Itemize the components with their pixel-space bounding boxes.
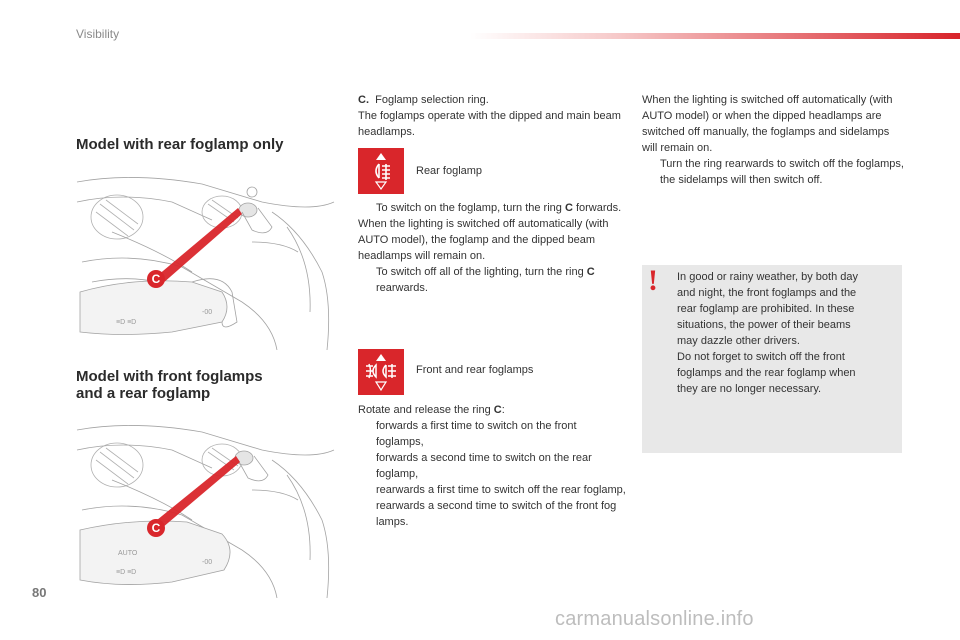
svg-text:AUTO: AUTO <box>118 550 138 557</box>
bullet-text: To switch off all of the lighting, turn the ring <box>376 266 587 278</box>
exclamation-icon: ! <box>648 264 658 297</box>
bullet-icon <box>358 482 376 498</box>
warning-line: foglamps and the rear foglamp when <box>677 367 856 379</box>
ring-letter: C <box>586 266 595 278</box>
ring-description <box>358 92 626 140</box>
svg-text:-00: -00 <box>202 309 213 316</box>
auto-lighting-text: When the lighting is switched off automatically (with AUTO model), the foglamp and the dipped beam headlamps will remain on. <box>358 218 609 262</box>
bullet-text: forwards. <box>572 202 622 214</box>
bullet-icon <box>642 156 660 188</box>
callout-ring-c-2: C <box>147 519 165 537</box>
heading-line-2: and a rear foglamp <box>76 385 211 402</box>
warning-line: rear foglamp are prohibited. In these <box>677 303 855 315</box>
rear-foglamp-instructions <box>358 200 626 296</box>
bullet-icon <box>358 418 376 450</box>
header-accent-bar <box>470 33 960 39</box>
rear-foglamp-label: Rear foglamp <box>416 165 483 177</box>
warning-line: In good or rainy weather, by both day <box>677 271 859 283</box>
list-item <box>358 482 626 498</box>
svg-text:-00: -00 <box>202 559 213 566</box>
warning-line: and night, the front foglamps and the <box>677 287 857 299</box>
bullet-text: forwards a second time to switch on the rear foglamp, <box>376 452 592 480</box>
list-item <box>642 156 904 188</box>
bullet-text: Turn the ring rearwards to switch off the foglamps, the sidelamps will then switch off. <box>660 158 904 186</box>
page-section-title: Visibility <box>76 27 120 41</box>
front-rear-foglamps-icon <box>358 349 404 395</box>
front-rear-foglamps-instructions <box>358 402 626 530</box>
callout-ring-c: C <box>147 270 165 288</box>
section-heading-rear-foglamp: Model with rear foglamp only <box>76 136 284 153</box>
ring-letter: C <box>564 202 573 214</box>
warning-line: Do not forget to switch off the front <box>677 351 845 363</box>
warning-line: may dazzle other drivers. <box>677 335 800 347</box>
rear-foglamp-icon <box>358 148 404 194</box>
auto-lighting-text-right: When the lighting is switched off automatically (with AUTO model) or when the dipped headlamps are switched off manually, the foglamps and sidelamps will remain on. <box>642 94 893 154</box>
section-heading-front-rear-foglamps <box>76 368 263 402</box>
bullet-text: To switch on the foglamp, turn the ring <box>376 202 565 214</box>
list-item <box>358 498 626 530</box>
svg-text:≡D ≡D: ≡D ≡D <box>116 319 137 326</box>
warning-line: they are no longer necessary. <box>677 383 822 395</box>
bullet-text: rearwards a first time to switch off the rear foglamp, <box>376 484 626 496</box>
bullet-text: forwards a first time to switch on the front foglamps, <box>376 420 577 448</box>
svg-text:≡D ≡D: ≡D ≡D <box>116 569 137 576</box>
bullet-icon <box>358 450 376 482</box>
watermark: carmanualsonline.info <box>555 608 754 630</box>
ring-label-text: Foglamp selection ring. <box>375 94 489 106</box>
ring-letter: C <box>493 404 502 416</box>
page-number: 80 <box>32 585 47 600</box>
warning-text <box>677 269 899 397</box>
bullet-icon <box>358 264 376 296</box>
right-column-text <box>642 92 904 188</box>
bullet-icon <box>358 200 376 216</box>
bullet-icon <box>358 498 376 530</box>
list-item <box>358 200 626 216</box>
intro-text: : <box>501 404 505 416</box>
bullet-text: rearwards. <box>376 282 428 294</box>
rear-foglamp-switch-illustration <box>72 172 336 350</box>
intro-text: Rotate and release the ring <box>358 404 494 416</box>
list-item <box>358 450 626 482</box>
ring-label-letter: C. <box>358 94 369 106</box>
list-item <box>358 418 626 450</box>
front-rear-foglamp-switch-illustration <box>72 420 336 598</box>
front-rear-foglamps-label: Front and rear foglamps <box>416 364 534 376</box>
list-item <box>358 264 626 296</box>
heading-line-1: Model with front foglamps <box>76 368 263 385</box>
ring-operation-text: The foglamps operate with the dipped and main beam headlamps. <box>358 110 621 138</box>
bullet-text: rearwards a second time to switch of the front fog lamps. <box>376 500 617 528</box>
warning-line: situations, the power of their beams <box>677 319 851 331</box>
